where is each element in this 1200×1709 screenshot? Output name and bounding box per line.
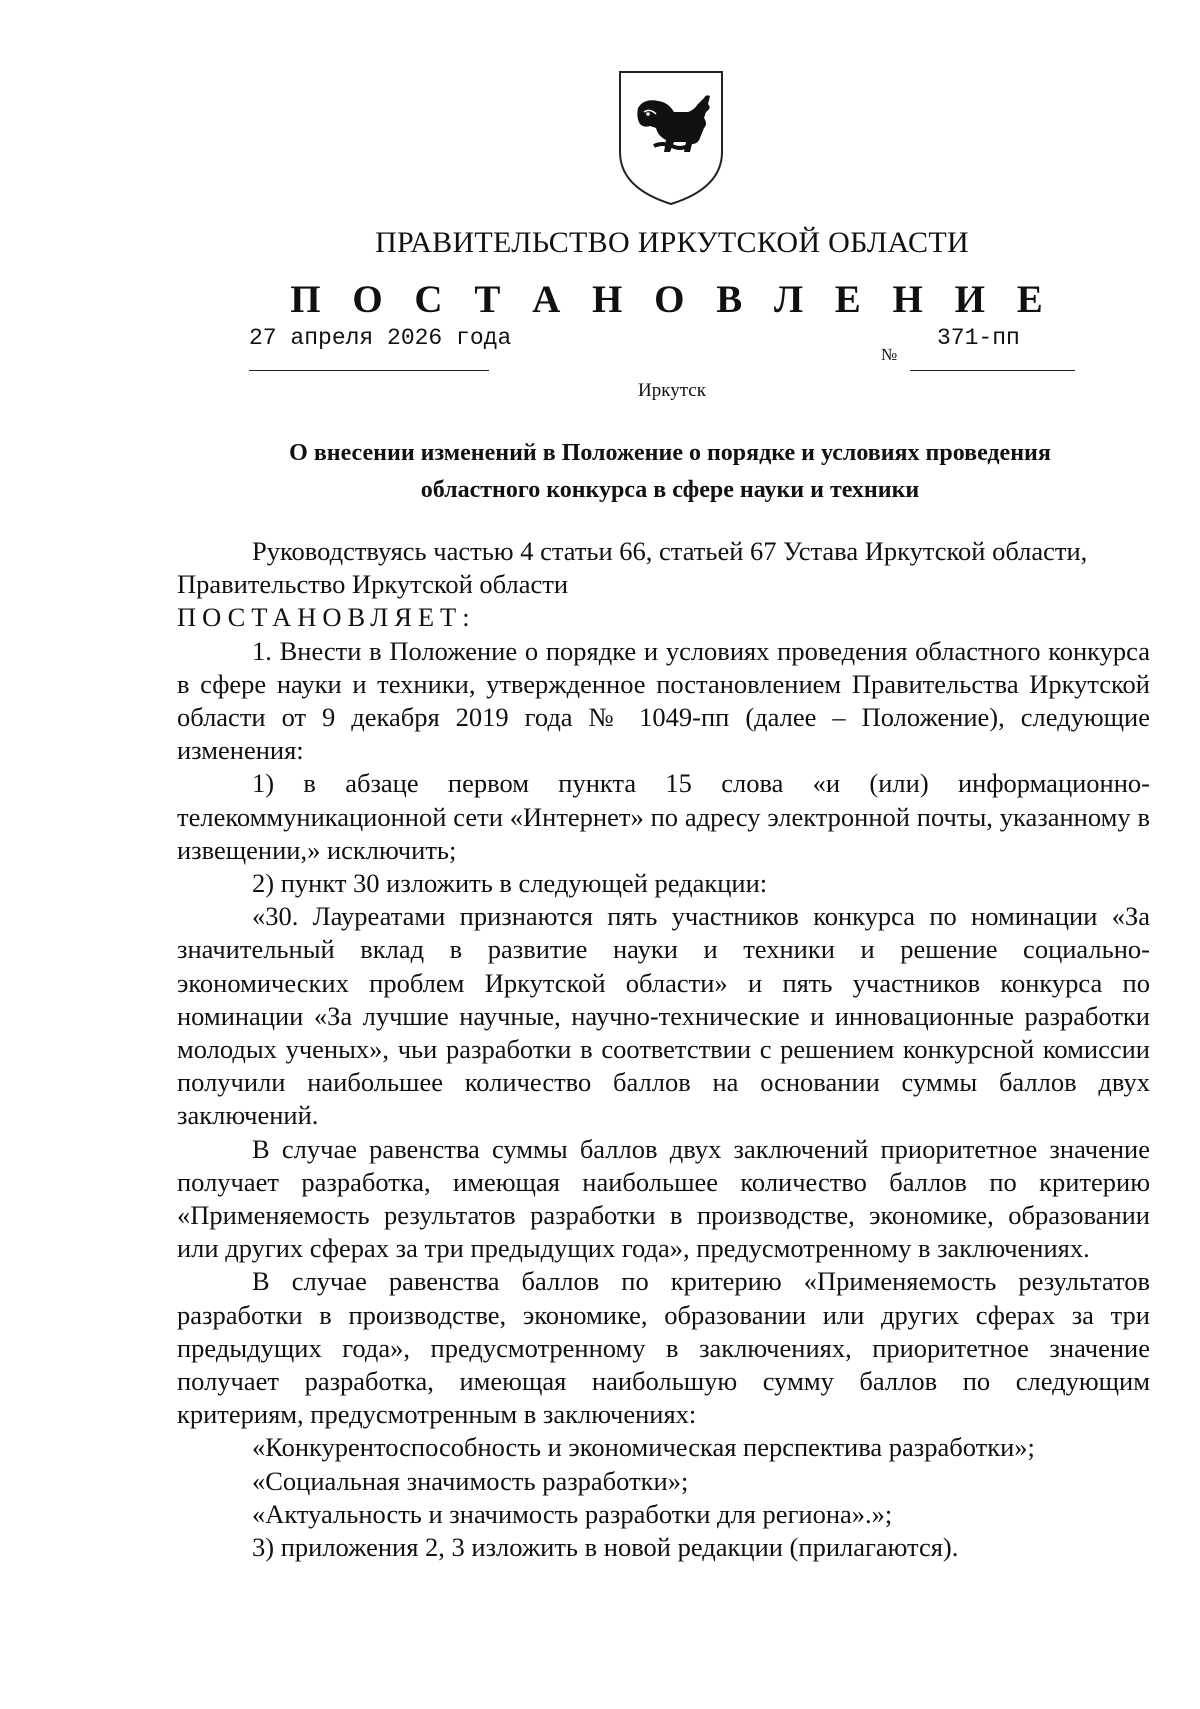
subitem-2: 2) пункт 30 изложить в следующей редакции: [252,868,768,899]
government-title: ПРАВИТЕЛЬСТВО ИРКУТСКОЙ ОБЛАСТИ [375,226,969,259]
date-field [249,325,512,371]
document-number: 371-пп [937,325,1020,351]
item-1: 1. Внести в Положение о порядке и условиях проведения областного конкурса в сфере науки и техники, утвержденное постановлением Правительства Иркутской области от 9 декабря 2019 года № 1049-пп (далее – Положение), следующие изменения: [177,635,1150,766]
number-sign: № [881,345,898,364]
document-subject [190,435,1150,509]
subitem-3: 3) приложения 2, 3 изложить в новой редакции (прилагаются). [252,1532,959,1563]
subject-line-2: областного конкурса в сфере науки и техники [420,477,920,503]
document-body [177,535,1150,1564]
preamble-government: Правительство Иркутской области [177,569,569,600]
place-of-issue: Иркутск [638,380,706,401]
irkutsk-coat-of-arms-icon [614,68,728,208]
criterion-2: «Социальная значимость разработки»; [252,1465,689,1496]
quote-point-30: «30. Лауреатами признаются пять участников конкурса по номинации «За значительный вклад в развитие науки и техники и решение социально-экономических проблем Иркутской области» и пять участников конкурса по номинации «За лучшие научные, научно-технические и инновационные разработки молодых ученых», чьи разработки в соответствии с решением конкурсной комиссии получили наибольшее количество баллов на основании суммы баллов двух заключений. [177,901,1150,1131]
number-field [910,325,1075,371]
subject-line-1: О внесении изменений в Положение о порядке и условиях проведения [289,440,1051,466]
document-type-heading: П О С Т А Н О В Л Е Н И Е [290,278,1054,321]
paragraph-tie-2: В случае равенства баллов по критерию «Применяемость результатов разработки в производстве, экономике, образовании или других сферах за три предыдущих года», предусмотренному в заключениях, приоритетное значение получает разработка, имеющая наибольшую сумму баллов по следующим критериям, предусмотренным в заключениях: [177,1266,1150,1430]
criterion-1: «Конкурентоспособность и экономическая перспектива разработки»; [252,1432,1035,1463]
criterion-3: «Актуальность и значимость разработки для региона».»; [252,1498,893,1529]
document-date: 27 апреля 2026 года [249,325,512,351]
preamble: Руководствуясь частью 4 статьи 66, статьей 67 Устава Иркутской области, [252,536,1088,566]
paragraph-tie-1: В случае равенства суммы баллов двух заключений приоритетное значение получает разработка, имеющая наибольшее количество баллов по критерию «Применяемость результатов разработки в производстве, экономике, образовании или других сферах за три предыдущих года», предусмотренному в заключениях. [177,1133,1150,1264]
subitem-1: 1) в абзаце первом пункта 15 слова «и (или) информационно-телекоммуникационной сети «Интернет» по адресу электронной почты, указанному в извещении,» исключить; [177,768,1150,865]
decides-heading: ПОСТАНОВЛЯЕТ: [177,602,476,633]
